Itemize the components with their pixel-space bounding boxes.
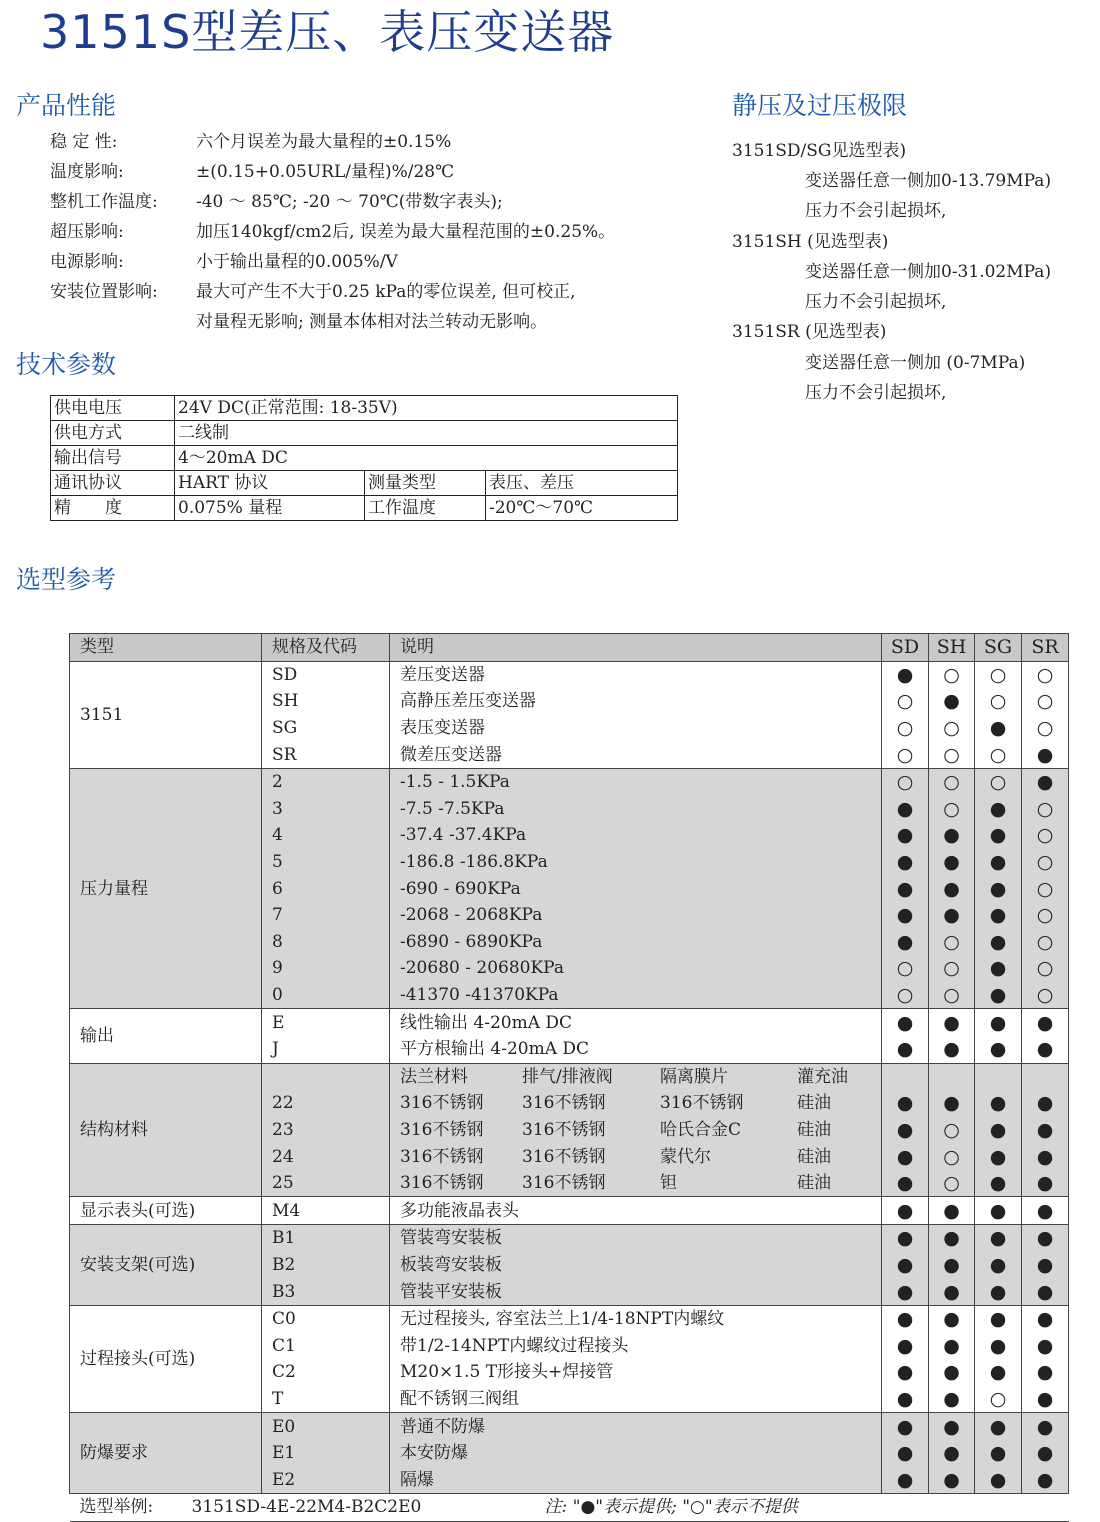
filled-circle-icon: ● bbox=[1022, 1359, 1069, 1386]
desc-cell: 多功能液晶表头 bbox=[390, 1197, 882, 1225]
desc-cell: 配不锈钢三阀组 bbox=[390, 1386, 882, 1413]
table-footer-row bbox=[70, 1494, 1069, 1522]
filled-circle-icon: ● bbox=[975, 1466, 1022, 1493]
filled-circle-icon: ● bbox=[1022, 1440, 1069, 1467]
code-cell: T bbox=[262, 1386, 390, 1413]
filled-circle-icon: ● bbox=[882, 1278, 929, 1305]
section-tech-params: 技术参数 bbox=[16, 350, 117, 379]
static-line: 压力不会引起损坏, bbox=[805, 201, 947, 221]
filled-circle-icon: ● bbox=[929, 1252, 975, 1279]
filled-circle-icon: ● bbox=[929, 688, 975, 715]
desc-part: 硅油 bbox=[797, 1119, 831, 1140]
desc-cell: -186.8 -186.8KPa bbox=[390, 849, 882, 876]
cell: 通讯协议 bbox=[51, 471, 175, 496]
cell: 4～20mA DC bbox=[175, 446, 678, 471]
filled-circle-icon: ● bbox=[975, 715, 1022, 742]
column-header: SD bbox=[882, 634, 929, 662]
filled-circle-icon: ● bbox=[929, 1386, 975, 1413]
group-label: 防爆要求 bbox=[70, 1413, 262, 1494]
desc-cell: 无过程接头, 容室法兰上1/4-18NPT内螺纹 bbox=[390, 1305, 882, 1332]
empty-circle-icon: ○ bbox=[1022, 688, 1069, 715]
code-cell: 7 bbox=[262, 902, 390, 929]
cell: 24V DC(正常范围: 18-35V) bbox=[175, 396, 678, 421]
code-cell: B2 bbox=[262, 1252, 390, 1279]
code-cell: 9 bbox=[262, 955, 390, 982]
filled-circle-icon: ● bbox=[1022, 1413, 1069, 1440]
cell: -20℃～70℃ bbox=[486, 496, 678, 521]
empty-circle-icon: ○ bbox=[1022, 849, 1069, 876]
column-header: SR bbox=[1022, 634, 1069, 662]
filled-circle-icon: ● bbox=[1022, 1278, 1069, 1305]
filled-circle-icon: ● bbox=[1022, 1225, 1069, 1252]
desc-cell: -20680 - 20680KPa bbox=[390, 955, 882, 982]
desc-cell: 板装弯安装板 bbox=[390, 1252, 882, 1279]
code-cell: 6 bbox=[262, 875, 390, 902]
desc-cell: -2068 - 2068KPa bbox=[390, 902, 882, 929]
filled-circle-icon: ● bbox=[1022, 1170, 1069, 1197]
desc-cell: -37.4 -37.4KPa bbox=[390, 822, 882, 849]
table-row bbox=[70, 1305, 1069, 1332]
filled-circle-icon: ● bbox=[882, 875, 929, 902]
filled-circle-icon: ● bbox=[1022, 1305, 1069, 1332]
filled-circle-icon: ● bbox=[929, 1413, 975, 1440]
table-row bbox=[70, 1225, 1069, 1252]
filled-circle-icon: ● bbox=[882, 1225, 929, 1252]
empty-circle-icon: ○ bbox=[1022, 822, 1069, 849]
table-row bbox=[51, 446, 678, 471]
empty-circle-icon: ○ bbox=[975, 661, 1022, 688]
desc-cell: 本安防爆 bbox=[390, 1440, 882, 1467]
filled-circle-icon: ● bbox=[882, 1252, 929, 1279]
group-label: 过程接头(可选) bbox=[70, 1305, 262, 1412]
desc-part: 灌充油 bbox=[797, 1066, 848, 1087]
code-cell: E1 bbox=[262, 1440, 390, 1467]
filled-circle-icon: ● bbox=[929, 822, 975, 849]
code-cell: 5 bbox=[262, 849, 390, 876]
perf-label: 电源影响: bbox=[50, 252, 124, 272]
static-line: 变送器任意一侧加 (0-7MPa) bbox=[805, 353, 1026, 373]
perf-row bbox=[50, 277, 576, 307]
code-cell: M4 bbox=[262, 1197, 390, 1225]
filled-circle-icon: ● bbox=[975, 875, 1022, 902]
desc-part: 316不锈钢 bbox=[400, 1119, 484, 1140]
empty-circle-icon: ○ bbox=[929, 982, 975, 1009]
empty-circle-icon: ○ bbox=[1022, 715, 1069, 742]
desc-part: 316不锈钢 bbox=[522, 1093, 606, 1114]
desc-cell: -6890 - 6890KPa bbox=[390, 929, 882, 956]
static-line: 压力不会引起损坏, bbox=[805, 383, 947, 403]
filled-circle-icon: ● bbox=[1022, 1090, 1069, 1117]
tech-table bbox=[50, 395, 678, 521]
perf-value: -40 ～ 85℃; -20 ～ 70℃(带数字表头); bbox=[196, 192, 503, 212]
code-cell: B1 bbox=[262, 1225, 390, 1252]
code-cell: C0 bbox=[262, 1305, 390, 1332]
desc-cell: 带1/2-14NPT内螺纹过程接头 bbox=[390, 1332, 882, 1359]
desc-part: 哈氏合金C bbox=[660, 1119, 742, 1140]
filled-circle-icon: ● bbox=[975, 796, 1022, 823]
filled-circle-icon: ● bbox=[975, 929, 1022, 956]
desc-cell: 平方根输出 4-20mA DC bbox=[390, 1036, 882, 1063]
filled-circle-icon: ● bbox=[882, 1036, 929, 1063]
table-row bbox=[70, 1197, 1069, 1225]
code-cell: 23 bbox=[262, 1117, 390, 1144]
code-cell: 24 bbox=[262, 1143, 390, 1170]
mark-cell bbox=[929, 1063, 975, 1090]
perf-row bbox=[50, 157, 454, 187]
filled-circle-icon: ● bbox=[882, 661, 929, 688]
desc-part: 316不锈钢 bbox=[400, 1146, 484, 1167]
filled-circle-icon: ● bbox=[1022, 1036, 1069, 1063]
perf-row bbox=[50, 187, 503, 217]
desc-cell: 差压变送器 bbox=[390, 661, 882, 688]
table-row bbox=[70, 1063, 1069, 1090]
empty-circle-icon: ○ bbox=[929, 741, 975, 768]
filled-circle-icon: ● bbox=[882, 1466, 929, 1493]
filled-circle-icon: ● bbox=[975, 1036, 1022, 1063]
filled-circle-icon: ● bbox=[975, 955, 1022, 982]
empty-circle-icon: ○ bbox=[929, 796, 975, 823]
filled-circle-icon: ● bbox=[975, 1252, 1022, 1279]
static-line: 变送器任意一侧加0-13.79MPa) bbox=[805, 171, 1052, 191]
filled-circle-icon: ● bbox=[1022, 741, 1069, 768]
filled-circle-icon: ● bbox=[882, 1143, 929, 1170]
filled-circle-icon: ● bbox=[929, 1305, 975, 1332]
desc-cell bbox=[390, 1170, 882, 1197]
desc-cell bbox=[390, 1117, 882, 1144]
group-label: 压力量程 bbox=[70, 768, 262, 1008]
desc-cell bbox=[390, 1090, 882, 1117]
code-cell: 2 bbox=[262, 768, 390, 795]
desc-cell: 线性输出 4-20mA DC bbox=[390, 1009, 882, 1036]
filled-circle-icon: ● bbox=[929, 1197, 975, 1225]
empty-circle-icon: ○ bbox=[975, 741, 1022, 768]
code-cell: SG bbox=[262, 715, 390, 742]
perf-label: 安装位置影响: bbox=[50, 282, 158, 302]
filled-circle-icon: ● bbox=[975, 1197, 1022, 1225]
filled-circle-icon: ● bbox=[975, 1143, 1022, 1170]
filled-circle-icon: ● bbox=[929, 1332, 975, 1359]
perf-label: 超压影响: bbox=[50, 222, 124, 242]
code-cell: E0 bbox=[262, 1413, 390, 1440]
empty-circle-icon: ○ bbox=[929, 929, 975, 956]
cell: 二线制 bbox=[175, 421, 678, 446]
filled-circle-icon: ● bbox=[929, 1036, 975, 1063]
filled-circle-icon: ● bbox=[975, 1332, 1022, 1359]
filled-circle-icon: ● bbox=[975, 822, 1022, 849]
filled-circle-icon: ● bbox=[1022, 1117, 1069, 1144]
code-cell bbox=[262, 1063, 390, 1090]
static-line: 压力不会引起损坏, bbox=[805, 292, 947, 312]
code-cell: 25 bbox=[262, 1170, 390, 1197]
filled-circle-icon: ● bbox=[1022, 1009, 1069, 1036]
table-header-row bbox=[70, 634, 1069, 662]
desc-part: 硅油 bbox=[797, 1173, 831, 1194]
desc-cell: -690 - 690KPa bbox=[390, 875, 882, 902]
desc-cell: M20×1.5 T形接头+焊接管 bbox=[390, 1359, 882, 1386]
empty-circle-icon: ○ bbox=[882, 768, 929, 795]
code-cell: C2 bbox=[262, 1359, 390, 1386]
desc-cell bbox=[390, 1143, 882, 1170]
filled-circle-icon: ● bbox=[975, 982, 1022, 1009]
filled-circle-icon: ● bbox=[929, 902, 975, 929]
desc-part: 316不锈钢 bbox=[522, 1119, 606, 1140]
table-row bbox=[51, 496, 678, 521]
filled-circle-icon: ● bbox=[929, 1466, 975, 1493]
desc-part: 316不锈钢 bbox=[660, 1093, 744, 1114]
filled-circle-icon: ● bbox=[882, 902, 929, 929]
filled-circle-icon: ● bbox=[1022, 1143, 1069, 1170]
empty-circle-icon: ○ bbox=[1022, 902, 1069, 929]
group-label: 结构材料 bbox=[70, 1063, 262, 1197]
filled-circle-icon: ● bbox=[975, 1440, 1022, 1467]
perf-label: 整机工作温度: bbox=[50, 192, 158, 212]
filled-circle-icon: ● bbox=[1022, 1332, 1069, 1359]
filled-circle-icon: ● bbox=[882, 1117, 929, 1144]
filled-circle-icon: ● bbox=[882, 1332, 929, 1359]
static-line: 3151SD/SG见选型表) bbox=[732, 141, 907, 161]
static-line: 3151SR (见选型表) bbox=[732, 322, 887, 342]
filled-circle-icon: ● bbox=[882, 1170, 929, 1197]
perf-row bbox=[50, 247, 398, 277]
empty-circle-icon: ○ bbox=[1022, 955, 1069, 982]
perf-row bbox=[50, 217, 615, 247]
column-header: 规格及代码 bbox=[262, 634, 390, 662]
filled-circle-icon: ● bbox=[929, 1009, 975, 1036]
empty-circle-icon: ○ bbox=[929, 1170, 975, 1197]
perf-value: 最大可产生不大于0.25 kPa的零位误差, 但可校正, bbox=[196, 282, 576, 302]
desc-cell: -1.5 - 1.5KPa bbox=[390, 768, 882, 795]
code-cell: 4 bbox=[262, 822, 390, 849]
perf-continuation: 对量程无影响; 测量本体相对法兰转动无影响。 bbox=[196, 312, 548, 332]
mark-cell bbox=[882, 1063, 929, 1090]
filled-circle-icon: ● bbox=[1022, 1386, 1069, 1413]
desc-cell: -41370 -41370KPa bbox=[390, 982, 882, 1009]
table-row bbox=[51, 421, 678, 446]
code-cell: E bbox=[262, 1009, 390, 1036]
desc-part: 硅油 bbox=[797, 1093, 831, 1114]
filled-circle-icon: ● bbox=[929, 1225, 975, 1252]
desc-part: 隔离膜片 bbox=[660, 1066, 728, 1087]
filled-circle-icon: ● bbox=[929, 1440, 975, 1467]
desc-cell: 管装平安装板 bbox=[390, 1278, 882, 1305]
filled-circle-icon: ● bbox=[882, 1440, 929, 1467]
column-header: 类型 bbox=[70, 634, 262, 662]
desc-cell: 微差压变送器 bbox=[390, 741, 882, 768]
column-header: 说明 bbox=[390, 634, 882, 662]
filled-circle-icon: ● bbox=[882, 1090, 929, 1117]
legend-note: 注: "●"表示提供; "○"表示不提供 bbox=[544, 1497, 798, 1518]
table-row bbox=[70, 768, 1069, 795]
code-cell: 3 bbox=[262, 796, 390, 823]
code-cell: B3 bbox=[262, 1278, 390, 1305]
code-cell: C1 bbox=[262, 1332, 390, 1359]
empty-circle-icon: ○ bbox=[1022, 929, 1069, 956]
empty-circle-icon: ○ bbox=[882, 982, 929, 1009]
code-cell: SR bbox=[262, 741, 390, 768]
filled-circle-icon: ● bbox=[1022, 768, 1069, 795]
desc-part: 蒙代尔 bbox=[660, 1146, 711, 1167]
code-cell: SD bbox=[262, 661, 390, 688]
cell: 0.075% 量程 bbox=[175, 496, 365, 521]
empty-circle-icon: ○ bbox=[929, 1117, 975, 1144]
filled-circle-icon: ● bbox=[929, 875, 975, 902]
desc-part: 316不锈钢 bbox=[522, 1146, 606, 1167]
empty-circle-icon: ○ bbox=[1022, 982, 1069, 1009]
cell: 测量类型 bbox=[365, 471, 486, 496]
filled-circle-icon: ● bbox=[882, 1359, 929, 1386]
desc-part: 316不锈钢 bbox=[400, 1093, 484, 1114]
cell: 工作温度 bbox=[365, 496, 486, 521]
filled-circle-icon: ● bbox=[1022, 1466, 1069, 1493]
empty-circle-icon: ○ bbox=[929, 768, 975, 795]
empty-circle-icon: ○ bbox=[975, 768, 1022, 795]
desc-cell: -7.5 -7.5KPa bbox=[390, 796, 882, 823]
filled-circle-icon: ● bbox=[882, 796, 929, 823]
desc-part: 法兰材料 bbox=[400, 1066, 468, 1087]
empty-circle-icon: ○ bbox=[882, 741, 929, 768]
column-header: SG bbox=[975, 634, 1022, 662]
group-label: 显示表头(可选) bbox=[70, 1197, 262, 1225]
filled-circle-icon: ● bbox=[929, 849, 975, 876]
perf-label: 温度影响: bbox=[50, 162, 124, 182]
filled-circle-icon: ● bbox=[975, 1225, 1022, 1252]
group-label: 3151 bbox=[70, 661, 262, 768]
empty-circle-icon: ○ bbox=[882, 715, 929, 742]
desc-part: 316不锈钢 bbox=[400, 1173, 484, 1194]
code-cell: 8 bbox=[262, 929, 390, 956]
empty-circle-icon: ○ bbox=[1022, 875, 1069, 902]
filled-circle-icon: ● bbox=[1022, 1252, 1069, 1279]
cell: 输出信号 bbox=[51, 446, 175, 471]
mark-cell bbox=[975, 1063, 1022, 1090]
table-row bbox=[70, 1009, 1069, 1036]
cell: HART 协议 bbox=[175, 471, 365, 496]
table-row bbox=[70, 661, 1069, 688]
table-row bbox=[51, 396, 678, 421]
code-cell: 0 bbox=[262, 982, 390, 1009]
desc-cell: 隔爆 bbox=[390, 1466, 882, 1493]
section-static-pressure: 静压及过压极限 bbox=[732, 91, 908, 120]
filled-circle-icon: ● bbox=[975, 849, 1022, 876]
static-line: 变送器任意一侧加0-31.02MPa) bbox=[805, 262, 1052, 282]
filled-circle-icon: ● bbox=[929, 1090, 975, 1117]
selection-table bbox=[69, 633, 1069, 1522]
example-value: 3151SD-4E-22M4-B2C2E0 bbox=[191, 1497, 422, 1518]
perf-row bbox=[50, 127, 451, 157]
group-label: 输出 bbox=[70, 1009, 262, 1063]
empty-circle-icon: ○ bbox=[882, 688, 929, 715]
filled-circle-icon: ● bbox=[975, 1117, 1022, 1144]
filled-circle-icon: ● bbox=[975, 902, 1022, 929]
filled-circle-icon: ● bbox=[975, 1090, 1022, 1117]
code-cell: E2 bbox=[262, 1466, 390, 1493]
empty-circle-icon: ○ bbox=[929, 715, 975, 742]
perf-value: 小于输出量程的0.005%/V bbox=[196, 252, 398, 272]
filled-circle-icon: ● bbox=[975, 1170, 1022, 1197]
table-row bbox=[51, 471, 678, 496]
empty-circle-icon: ○ bbox=[975, 688, 1022, 715]
perf-value: ±(0.15+0.05URL/量程)%/28℃ bbox=[196, 162, 455, 182]
filled-circle-icon: ● bbox=[929, 1359, 975, 1386]
filled-circle-icon: ● bbox=[975, 1009, 1022, 1036]
code-cell: 22 bbox=[262, 1090, 390, 1117]
filled-circle-icon: ● bbox=[975, 1278, 1022, 1305]
filled-circle-icon: ● bbox=[882, 1386, 929, 1413]
group-label: 安装支架(可选) bbox=[70, 1225, 262, 1306]
filled-circle-icon: ● bbox=[882, 849, 929, 876]
filled-circle-icon: ● bbox=[882, 1197, 929, 1225]
desc-cell: 表压变送器 bbox=[390, 715, 882, 742]
cell: 精 度 bbox=[51, 496, 175, 521]
empty-circle-icon: ○ bbox=[882, 955, 929, 982]
column-header: SH bbox=[929, 634, 975, 662]
page-title: 3151S型差压、表压变送器 bbox=[40, 5, 615, 59]
static-line: 3151SH (见选型表) bbox=[732, 232, 889, 252]
desc-cell: 管装弯安装板 bbox=[390, 1225, 882, 1252]
desc-part: 排气/排液阀 bbox=[522, 1066, 613, 1087]
empty-circle-icon: ○ bbox=[1022, 796, 1069, 823]
empty-circle-icon: ○ bbox=[929, 955, 975, 982]
filled-circle-icon: ● bbox=[975, 1413, 1022, 1440]
example-label: 选型举例: bbox=[79, 1497, 154, 1518]
example-cell bbox=[70, 1494, 1069, 1522]
filled-circle-icon: ● bbox=[882, 1413, 929, 1440]
filled-circle-icon: ● bbox=[975, 1359, 1022, 1386]
desc-cell: 高静压差压变送器 bbox=[390, 688, 882, 715]
desc-cell bbox=[390, 1063, 882, 1090]
filled-circle-icon: ● bbox=[975, 1305, 1022, 1332]
mark-cell bbox=[1022, 1063, 1069, 1090]
section-selection: 选型参考 bbox=[16, 565, 117, 594]
filled-circle-icon: ● bbox=[882, 929, 929, 956]
code-cell: J bbox=[262, 1036, 390, 1063]
desc-part: 钽 bbox=[660, 1173, 677, 1194]
empty-circle-icon: ○ bbox=[929, 661, 975, 688]
perf-value: 加压140kgf/cm2后, 误差为最大量程范围的±0.25%。 bbox=[196, 222, 616, 242]
perf-label: 稳 定 性: bbox=[50, 132, 118, 152]
filled-circle-icon: ● bbox=[882, 1305, 929, 1332]
filled-circle-icon: ● bbox=[1022, 1197, 1069, 1225]
filled-circle-icon: ● bbox=[882, 822, 929, 849]
cell: 供电电压 bbox=[51, 396, 175, 421]
filled-circle-icon: ● bbox=[929, 1278, 975, 1305]
section-performance: 产品性能 bbox=[16, 91, 117, 120]
empty-circle-icon: ○ bbox=[929, 1143, 975, 1170]
cell: 表压、差压 bbox=[486, 471, 678, 496]
desc-cell: 普通不防爆 bbox=[390, 1413, 882, 1440]
desc-part: 316不锈钢 bbox=[522, 1173, 606, 1194]
filled-circle-icon: ● bbox=[882, 1009, 929, 1036]
cell: 供电方式 bbox=[51, 421, 175, 446]
perf-value: 六个月误差为最大量程的±0.15% bbox=[196, 132, 452, 152]
code-cell: SH bbox=[262, 688, 390, 715]
desc-part: 硅油 bbox=[797, 1146, 831, 1167]
empty-circle-icon: ○ bbox=[1022, 661, 1069, 688]
table-row bbox=[70, 1413, 1069, 1440]
empty-circle-icon: ○ bbox=[975, 1386, 1022, 1413]
